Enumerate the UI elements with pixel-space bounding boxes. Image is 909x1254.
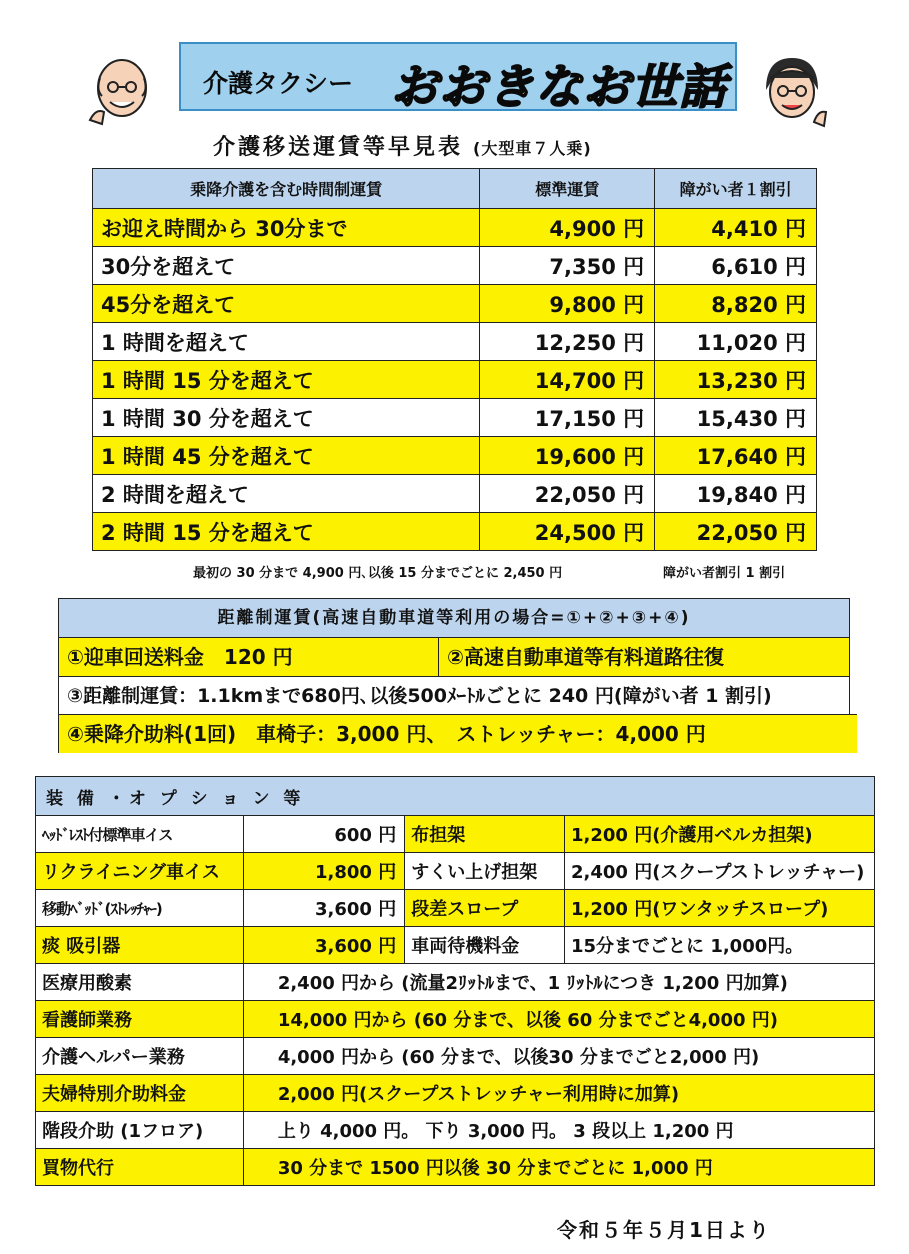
table-row [36, 927, 875, 964]
option-r-name: 車両待機料金 [405, 927, 565, 964]
fare-standard: 19,600 円 [480, 437, 655, 475]
table-row [36, 890, 875, 927]
service-price: 2,000 円(スクープストレッチャー利用時に加算) [243, 1075, 874, 1112]
option-r-name: 段差スロープ [405, 890, 565, 927]
service-name: 夫婦特別介助料金 [36, 1075, 244, 1112]
pickup-fee: ①迎車回送料金 120 円 [59, 638, 439, 676]
service-price: 上り 4,000 円。 下り 3,000 円。 3 段以上 1,200 円 [243, 1112, 874, 1149]
option-r-name: すくい上げ担架 [405, 853, 565, 890]
distance-row [59, 638, 849, 677]
fare-discount: 8,820 円 [655, 285, 817, 323]
service-name: 介護ヘルパー業務 [36, 1038, 244, 1075]
service-price: 30 分まで 1500 円以後 30 分までごとに 1,000 円 [243, 1149, 874, 1186]
fare-note: 最初の 30 分まで 4,900 円､以後 15 分までごとに 2,450 円 [193, 566, 563, 581]
fare-discount: 6,610 円 [655, 247, 817, 285]
fare-label: 1 時間を超えて [93, 323, 480, 361]
fare-standard: 14,700 円 [480, 361, 655, 399]
fare-label: お迎え時間から 30分まで [93, 209, 480, 247]
fare-standard: 4,900 円 [480, 209, 655, 247]
fare-label: 2 時間 15 分を超えて [93, 513, 480, 551]
fare-label: 45分を超えて [93, 285, 480, 323]
effective-date: 令和５年５月1日より [557, 1218, 771, 1242]
fare-discount: 17,640 円 [655, 437, 817, 475]
page-title [213, 130, 592, 161]
table-row [36, 816, 875, 853]
table-row [93, 475, 817, 513]
equipment-header: 装 備 ・オ プ シ ョ ン 等 [36, 777, 875, 816]
fare-standard: 17,150 円 [480, 399, 655, 437]
distance-fare-section [58, 598, 850, 753]
fare-discount: 19,840 円 [655, 475, 817, 513]
title-text: 介護移送運賃等早見表 [213, 135, 464, 160]
table-row [36, 1001, 875, 1038]
fare-label: 1 時間 15 分を超えて [93, 361, 480, 399]
option-l-price: 3,600 円 [243, 927, 404, 964]
vehicle-type: (大型車７人乗) [473, 139, 592, 158]
company-label: 介護タクシー [203, 69, 354, 98]
bald-man-face-icon [82, 50, 162, 130]
table-row [36, 1075, 875, 1112]
option-r-price: 1,200 円(介護用ベルカ担架) [565, 816, 875, 853]
title-banner [179, 42, 737, 115]
table-row [93, 247, 817, 285]
fare-standard: 12,250 円 [480, 323, 655, 361]
table-row [36, 1038, 875, 1075]
column-header: 乗降介護を含む時間制運賃 [93, 169, 480, 209]
table-row [36, 853, 875, 890]
option-l-price: 1,800 円 [243, 853, 404, 890]
highway-toll: ②高速自動車道等有料道路往復 [439, 638, 849, 676]
table-row [93, 513, 817, 551]
option-l-name: ﾍｯﾄﾞﾚｽﾄ付標準車イス [36, 816, 244, 853]
table-row [36, 964, 875, 1001]
option-l-price: 3,600 円 [243, 890, 404, 927]
assist-fee: ④乗降介助料(1回) 車椅子：3,000 円、 ストレッチャー：4,000 円 [59, 715, 857, 753]
fare-discount: 15,430 円 [655, 399, 817, 437]
option-r-price: 1,200 円(ワンタッチスロープ) [565, 890, 875, 927]
service-price: 2,400 円から (流量2ﾘｯﾄﾙまで、1 ﾘｯﾄﾙにつき 1,200 円加算) [243, 964, 874, 1001]
service-name: 看護師業務 [36, 1001, 244, 1038]
option-r-price: 2,400 円(スクープストレッチャー) [565, 853, 875, 890]
time-fare-table [92, 168, 817, 551]
distance-rate: ③距離制運賃：1.1kmまで680円､以後500ﾒｰﾄﾙごとに 240 円(障がい者 1 割引) [59, 677, 857, 715]
fare-discount: 11,020 円 [655, 323, 817, 361]
table-row [36, 1149, 875, 1186]
fare-standard: 24,500 円 [480, 513, 655, 551]
fare-label: 2 時間を超えて [93, 475, 480, 513]
fare-standard: 7,350 円 [480, 247, 655, 285]
fare-label: 30分を超えて [93, 247, 480, 285]
table-row [93, 209, 817, 247]
service-price: 14,000 円から (60 分まで、以後 60 分までごと4,000 円) [243, 1001, 874, 1038]
fare-label: 1 時間 30 分を超えて [93, 399, 480, 437]
equipment-table [35, 776, 875, 1186]
table-header-row [93, 169, 817, 209]
fare-discount: 13,230 円 [655, 361, 817, 399]
fare-standard: 9,800 円 [480, 285, 655, 323]
table-row [93, 285, 817, 323]
option-r-name: 布担架 [405, 816, 565, 853]
column-header: 標準運賃 [480, 169, 655, 209]
table-row [36, 1112, 875, 1149]
option-r-price: 15分までごとに 1,000円。 [565, 927, 875, 964]
discount-note: 障がい者割引 1 割引 [663, 566, 786, 581]
table-row [93, 399, 817, 437]
option-l-name: 痰 吸引器 [36, 927, 244, 964]
woman-face-icon [752, 50, 832, 130]
fare-discount: 4,410 円 [655, 209, 817, 247]
service-name: 階段介助 (1フロア) [36, 1112, 244, 1149]
fare-label: 1 時間 45 分を超えて [93, 437, 480, 475]
option-l-name: リクライニング車イス [36, 853, 244, 890]
fare-discount: 22,050 円 [655, 513, 817, 551]
column-header: 障がい者１割引 [655, 169, 817, 209]
table-row [93, 323, 817, 361]
service-price: 4,000 円から (60 分まで、以後30 分までごと2,000 円) [243, 1038, 874, 1075]
table-row [93, 361, 817, 399]
option-l-name: 移動ﾍﾞｯﾄﾞ(ｽﾄﾚｯﾁｬｰ) [36, 890, 244, 927]
brand-logo-text: おおきなお世話 [391, 60, 727, 115]
fare-standard: 22,050 円 [480, 475, 655, 513]
service-name: 医療用酸素 [36, 964, 244, 1001]
table-row [93, 437, 817, 475]
option-l-price: 600 円 [243, 816, 404, 853]
service-name: 買物代行 [36, 1149, 244, 1186]
distance-header: 距離制運賃(高速自動車道等利用の場合=①+②+③+④) [59, 599, 849, 638]
